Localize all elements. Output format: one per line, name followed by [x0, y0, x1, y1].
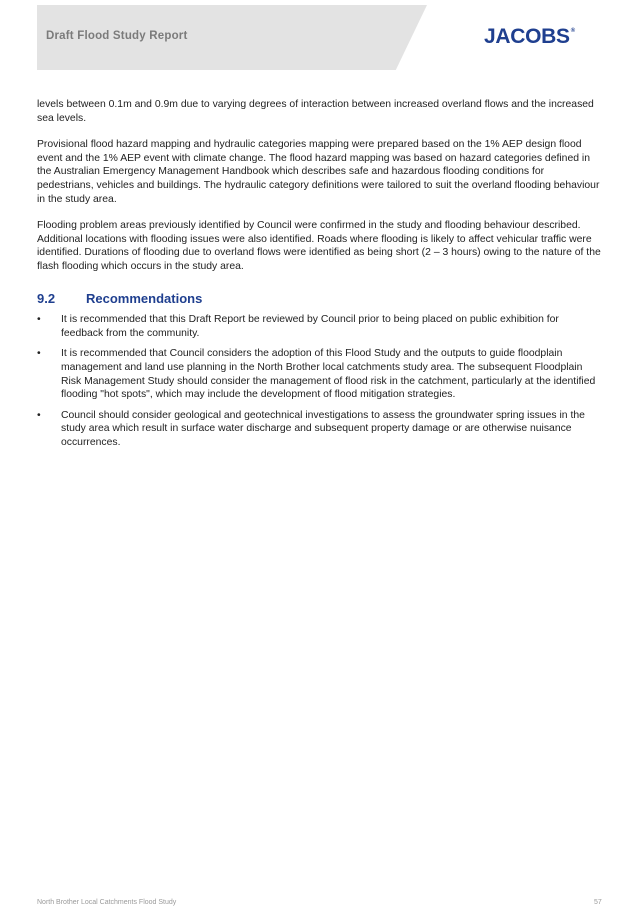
logo-text: JACOBS	[484, 25, 570, 48]
list-item	[37, 409, 602, 450]
section-heading	[37, 292, 602, 306]
footer-page-number: 57	[594, 899, 602, 906]
section-number: 9.2	[37, 290, 56, 306]
recommendations-list	[37, 313, 602, 449]
section-title: Recommendations	[86, 290, 203, 306]
list-item	[37, 313, 602, 340]
list-item-text: It is recommended that Council considers the adoption of this Flood Study and the outputs to guide floodplain management and land use planning in the North Brother local catchments study area. The subsequent Floodplain Risk Management Study should consider the management of flood risk in the catchment, particularly at the identified flooding "hot spots", which may include the development of flood mitigation strategies.	[61, 348, 596, 401]
report-title: Draft Flood Study Report	[46, 30, 188, 42]
list-item	[37, 347, 602, 401]
footer-document-name: North Brother Local Catchments Flood Study	[37, 899, 177, 906]
list-item-text: It is recommended that this Draft Report be reviewed by Council prior to being placed on public exhibition for feedback from the community.	[61, 314, 559, 339]
body-paragraph: Flooding problem areas previously identified by Council were confirmed in the study and flooding behaviour described. Additional locations with flooding issues were also identified. Roads where flooding is likely to affect vehicular traffic were identified. Durations of flooding due to overland flows were identified as being short (2 – 3 hours) owing to the nature of the flash flooding which occurs in the study area.	[37, 220, 601, 272]
body-paragraph: levels between 0.1m and 0.9m due to varying degrees of interaction between increased overland flows and the increased sea levels.	[37, 99, 594, 124]
body-paragraph: Provisional flood hazard mapping and hydraulic categories mapping were prepared based on the 1% AEP design flood event and the 1% AEP event with climate change. The flood hazard mapping was based on hazard categories defined in the Australian Emergency Management Handbook which describes safe and hazardous flooding conditions for pedestrians, vehicles and buildings. The hydraulic category definitions were tailored to suit the overland flooding behaviour in the study area.	[37, 139, 600, 205]
jacobs-logo	[484, 26, 575, 47]
page-content	[37, 98, 602, 456]
bullet-icon: •	[37, 314, 41, 326]
registered-mark: ®	[570, 28, 575, 34]
list-item-text: Council should consider geological and geotechnical investigations to assess the groundwater spring issues in the study area which result in surface water discharge and subsequent property damage or are otherwise nuisance occurrences.	[61, 409, 585, 448]
bullet-icon: •	[37, 348, 41, 360]
bullet-icon: •	[37, 409, 41, 421]
